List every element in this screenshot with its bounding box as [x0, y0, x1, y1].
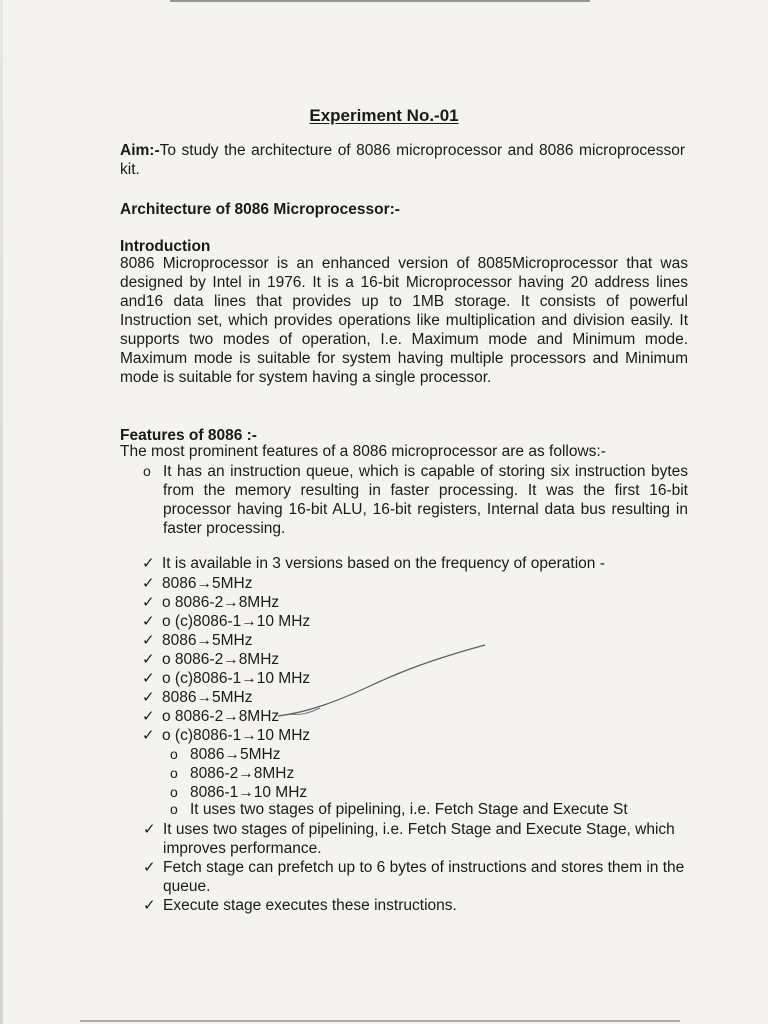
list-item-text: o 8086-2→8MHz: [162, 651, 280, 668]
features-intro: The most prominent features of a 8086 microprocessor are as follows:-: [120, 443, 606, 460]
list-item-text: 8086→5MHz: [162, 689, 253, 706]
aim-paragraph: [120, 141, 685, 179]
list-item: [142, 650, 279, 669]
list-item-text: o 8086-2→8MHz: [162, 594, 280, 611]
list-item-text: Execute stage executes these instructions.: [163, 897, 457, 914]
list-item: [142, 688, 252, 707]
list-item: [143, 858, 688, 896]
list-item: [142, 593, 279, 612]
checkmark-icon: ✓: [142, 708, 155, 725]
list-item: [170, 800, 690, 819]
circle-bullet-icon: o: [143, 463, 151, 479]
circle-bullet-icon: o: [170, 765, 178, 781]
checkmark-icon: ✓: [142, 575, 155, 592]
checkmark-icon: ✓: [142, 632, 155, 649]
aim-label: Aim:-: [120, 142, 160, 159]
list-item: [142, 554, 687, 573]
list-item-text: 8086→5MHz: [162, 632, 253, 649]
circle-bullet-icon: o: [170, 784, 178, 800]
list-item: [142, 612, 310, 631]
checkmark-icon: ✓: [142, 555, 155, 572]
list-item-text: It uses two stages of pipelining, i.e. Fetch Stage and Execute Stage, which improves performance.: [163, 821, 675, 857]
aim-text: To study the architecture of 8086 microprocessor and 8086 microprocessor kit.: [120, 142, 685, 178]
list-item-text: 8086→5MHz: [162, 575, 253, 592]
page-bottom-edge: [80, 1020, 680, 1022]
checkmark-icon: ✓: [142, 727, 155, 744]
list-item-text: o (c)8086-1→10 MHz: [162, 613, 311, 630]
list-item-text: o 8086-2→8MHz: [162, 708, 280, 725]
list-item-text: It uses two stages of pipelining, i.e. Fetch Stage and Execute St: [190, 801, 628, 818]
checkmark-icon: ✓: [143, 821, 156, 838]
checkmark-icon: ✓: [142, 594, 155, 611]
list-item-text: It is available in 3 versions based on the frequency of operation -: [162, 555, 605, 572]
list-item: [142, 707, 279, 726]
list-item-text: Fetch stage can prefetch up to 6 bytes of instructions and stores them in the queue.: [163, 859, 685, 895]
circle-bullet-icon: o: [170, 801, 178, 817]
page-left-edge: [0, 0, 3, 1024]
list-item: [143, 896, 688, 915]
checkmark-icon: ✓: [142, 651, 155, 668]
checkmark-icon: ✓: [142, 613, 155, 630]
list-item: [142, 726, 310, 745]
introduction-heading: Introduction: [120, 238, 211, 255]
list-item-text: 8086-2→8MHz: [190, 765, 295, 782]
circle-bullet-icon: o: [170, 746, 178, 762]
list-item-text: o (c)8086-1→10 MHz: [162, 670, 311, 687]
list-item-text: It has an instruction queue, which is capable of storing six instruction bytes from the memory resulting in faster processing. It was the first 16-bit processor having 16-bit ALU, 16-bit registers, Internal data bus resulting in faster processing.: [163, 463, 688, 537]
architecture-heading: Architecture of 8086 Microprocessor:-: [120, 201, 400, 218]
list-item-text: o (c)8086-1→10 MHz: [162, 727, 311, 744]
checkmark-icon: ✓: [143, 859, 156, 876]
page-top-edge: [170, 0, 590, 2]
checkmark-icon: ✓: [142, 689, 155, 706]
list-item: [170, 764, 294, 783]
list-item: [143, 462, 688, 538]
list-item: [142, 631, 252, 650]
checkmark-icon: ✓: [143, 897, 156, 914]
features-heading: Features of 8086 :-: [120, 427, 257, 444]
list-item: [142, 574, 252, 593]
checkmark-icon: ✓: [142, 670, 155, 687]
list-item-text: 8086→5MHz: [190, 746, 281, 763]
page-title: Experiment No.-01: [309, 106, 459, 125]
list-item: [143, 820, 688, 858]
list-item: [142, 669, 310, 688]
introduction-text: 8086 Microprocessor is an enhanced version of 8085Microprocessor that was designed by Intel in 1976. It is a 16-bit Microprocessor having 20 address lines and16 data lines that provides up to 1MB storage. It consists of powerful Instruction set, which provides operations like multiplication and division easily. It supports two modes of operation, I.e. Maximum mode and Minimum mode. Maximum mode is suitable for system having multiple processors and Minimum mode is suitable for system having a single processor.: [120, 255, 688, 386]
list-item: [170, 745, 280, 764]
list-item-text: 8086-1→10 MHz: [190, 784, 308, 801]
